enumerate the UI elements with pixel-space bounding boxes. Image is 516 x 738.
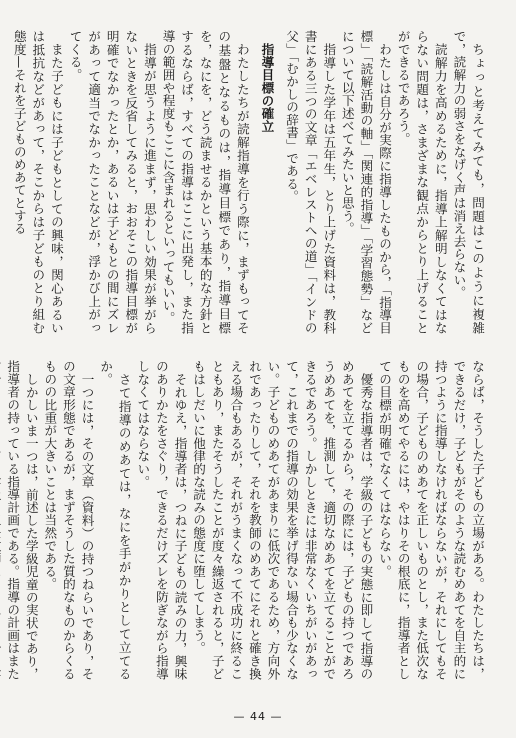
paragraph: ならば，そうした子どもの立場がある。わたしたちは，できるだけ，子どもがそのような読むめあてを自主的に持つように指導しなければならないが，それにしてもその場合，子どものめあてを正しいものとし，また低次なものを高めてやるには，やはりその根底に，指導者としての目標が明確でなくてはならない。 [377, 360, 485, 680]
paragraph: ちょっと考えてみても，問題はこのように複雑で，読解力の弱さをなげく声は消え去らない。 [451, 30, 485, 334]
paragraph: 一つには，その文章（資料）の持つねらいであり，その文章形態であるが，まずそうした質的なものからくるものの比重が大きいことは当然である。 [42, 360, 95, 680]
paragraph: 優秀な指導者は，学級の子どもの実態に即して指導のめあてを立てるから，その際には，子どもの持つであろうめあてを，推測して，適切なめあてを立てることができるであろう。しかしときには非常なくいちがいがあって，これまでの指導の効果を挙げ得ない場合も少なくない。子どものめあてがあまりに低次であるため，方向外れであったりして，それを教師のめあてにそれと確き換える場合もあるが，それがうまくなって不成功に終ることもあり，またそうしたことが度々繰返されると，子どもはしだいに他律的な読みの態度に堕してしまう。 [191, 360, 374, 680]
paragraph: 指導した学年は五年生，とり上げた資料は，教科書にある三つの文章「エベレストへの道」「インドの父」「むかしの辞書」である。 [284, 30, 337, 334]
paragraph: わたしたちが読解指導を行う際に，まずもってその基盤となるものは，指導目標であり，指導目標を，なにを，どう読ませるかという基本的な方針とするならば，すべての指導はここに出発し，また指導の範囲や程度もここに含まれるといってもいい。 [160, 30, 250, 334]
paragraph: それゆえ，指導者は，つねに子どもの読みの力，興味のありかたをさぐり，できるだけズレを防ぎながら指導しなくてはならない。 [135, 360, 188, 680]
paragraph: さて指導のめあては，なにを手がかりとして立てるか。 [98, 360, 132, 680]
paragraph: また子どもには子どもとしての興味，関心あるいは抵抗などがあって，そこからは子どものとり組む態度—それを子どものめあてとする [11, 30, 64, 334]
paragraph: わたしは自分が実際に指導したものから，「指導目標」「読解活動の軸」「関連的指導」「学習態勢」などについて以下述べてみたいと思う。 [339, 30, 393, 334]
lower-text-block [5, 360, 486, 680]
paragraph: 読解力を高めるために，指導上解明しなくてはならない問題は，さまざまな観点からとり上げることができるであろう。 [395, 30, 448, 334]
page-number: — 44 — [233, 710, 283, 723]
upper-text-block [11, 30, 486, 334]
paragraph: しかしいま一つは，前述した学級児童の実状であり，指導者の持っている指導計画である。指導の計画はまた [5, 360, 39, 680]
paragraph: 指導が思うように進まず，思わしい効果が挙がらないときを反省してみると，おおそこの指導目標が明確でなかったとか，あるいは子どもとの間にズレがあって適当でなかったことなどが，浮かび上がってくる。 [67, 30, 157, 334]
section-heading: 指導目標の確立 [259, 42, 275, 133]
